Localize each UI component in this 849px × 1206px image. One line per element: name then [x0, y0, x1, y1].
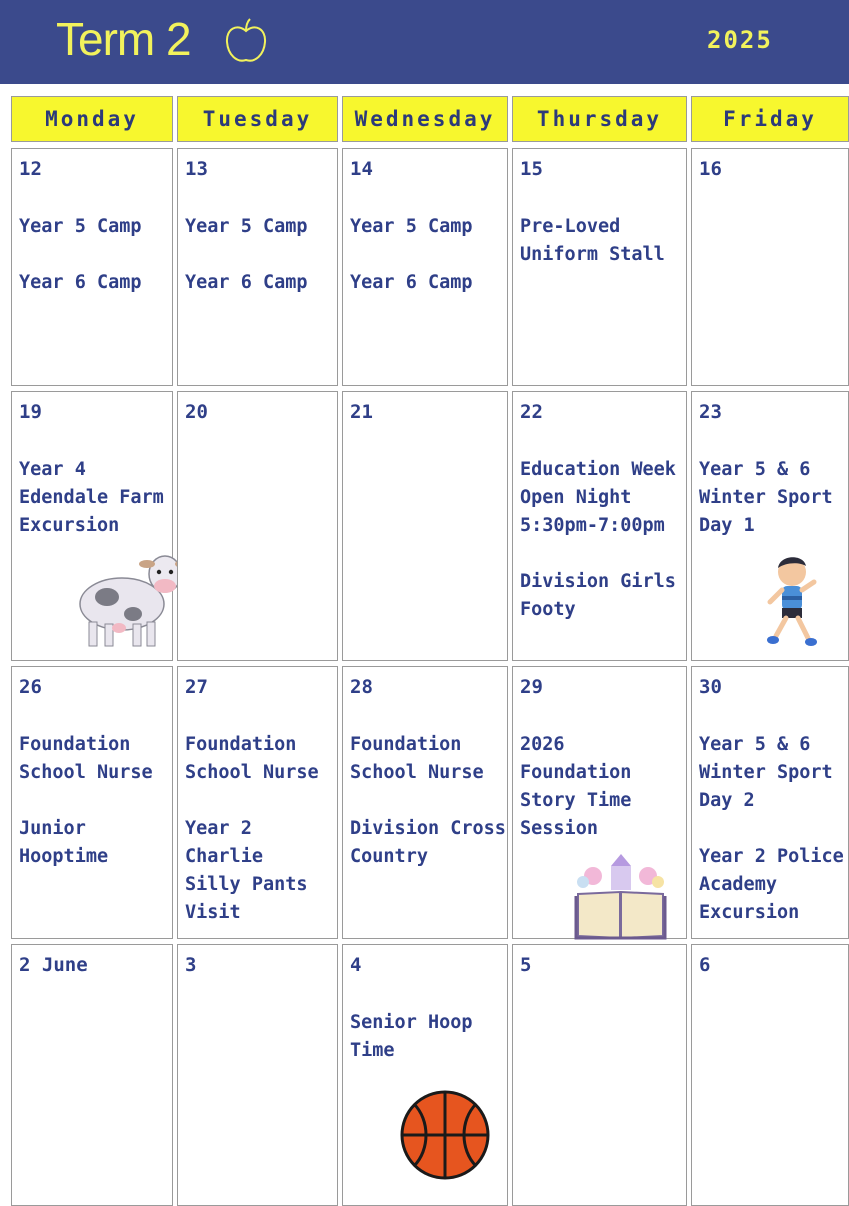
day-cell-wednesday	[342, 391, 508, 661]
event-text: Year 6 Camp	[350, 272, 473, 293]
event-text: Foundation School Nurse	[350, 734, 484, 783]
day-cell-wednesday	[342, 944, 508, 1206]
date-number: 3	[185, 954, 197, 976]
event-text: Division Cross Country	[350, 818, 506, 867]
event-text: Year 5 & 6 Winter Sport Day 1	[699, 459, 833, 536]
day-cell-wednesday	[342, 148, 508, 386]
day-cell-thursday	[512, 391, 687, 661]
header-banner	[0, 0, 849, 84]
event-text: Education Week Open Night 5:30pm-7:00pm	[520, 459, 676, 536]
date-number: 12	[19, 158, 42, 180]
day-cell-monday	[11, 944, 173, 1206]
date-number: 19	[19, 401, 42, 423]
event-text: Year 5 Camp	[185, 216, 308, 237]
event-text: Year 5 Camp	[350, 216, 473, 237]
event-text: Year 6 Camp	[185, 272, 308, 293]
day-cell-tuesday	[177, 391, 338, 661]
date-number: 2 June	[19, 954, 88, 976]
event-text: Year 2 Police Academy Excursion	[699, 846, 844, 923]
date-number: 27	[185, 676, 208, 698]
day-header-wednesday: Wednesday	[342, 96, 508, 142]
day-header-friday: Friday	[691, 96, 849, 142]
day-cell-wednesday	[342, 666, 508, 939]
day-cell-tuesday	[177, 148, 338, 386]
event-text: Foundation School Nurse	[19, 734, 153, 783]
year-label: 2025	[707, 26, 773, 54]
date-number: 23	[699, 401, 722, 423]
day-cell-tuesday	[177, 666, 338, 939]
day-header-tuesday: Tuesday	[177, 96, 338, 142]
apple-icon	[223, 17, 269, 65]
date-number: 4	[350, 954, 362, 976]
event-text: 2026 Foundation Story Time Session	[520, 734, 632, 839]
day-cell-friday	[691, 944, 849, 1206]
event-text: Year 5 Camp	[19, 216, 142, 237]
day-header-thursday: Thursday	[512, 96, 687, 142]
running-boy-icon	[762, 552, 822, 652]
date-number: 28	[350, 676, 373, 698]
date-number: 15	[520, 158, 543, 180]
day-cell-monday	[11, 391, 173, 661]
day-cell-monday	[11, 148, 173, 386]
date-number: 5	[520, 954, 532, 976]
day-cell-thursday	[512, 944, 687, 1206]
event-text: Foundation School Nurse	[185, 734, 319, 783]
date-number: 13	[185, 158, 208, 180]
day-header-monday: Monday	[11, 96, 173, 142]
term-title: Term 2	[56, 13, 191, 65]
day-cell-monday	[11, 666, 173, 939]
day-cell-tuesday	[177, 944, 338, 1206]
cow-icon	[67, 542, 187, 652]
day-cell-thursday	[512, 148, 687, 386]
storybook-castle-icon	[573, 852, 668, 940]
date-number: 30	[699, 676, 722, 698]
date-number: 14	[350, 158, 373, 180]
event-text: Senior Hoop Time	[350, 1012, 473, 1061]
event-text: Year 2 Charlie Silly Pants Visit	[185, 818, 308, 923]
day-cell-friday	[691, 148, 849, 386]
event-text: Junior Hooptime	[19, 818, 109, 867]
date-number: 26	[19, 676, 42, 698]
day-cell-friday	[691, 391, 849, 661]
date-number: 21	[350, 401, 373, 423]
day-cell-friday	[691, 666, 849, 939]
date-number: 6	[699, 954, 711, 976]
event-text: Year 5 & 6 Winter Sport Day 2	[699, 734, 833, 811]
basketball-icon	[400, 1090, 490, 1180]
date-number: 16	[699, 158, 722, 180]
event-text: Year 6 Camp	[19, 272, 142, 293]
event-text: Pre-Loved Uniform Stall	[520, 216, 665, 265]
event-text: Year 4 Edendale Farm Excursion	[19, 459, 164, 536]
event-text: Division Girls Footy	[520, 571, 676, 620]
date-number: 22	[520, 401, 543, 423]
day-cell-thursday	[512, 666, 687, 939]
date-number: 20	[185, 401, 208, 423]
date-number: 29	[520, 676, 543, 698]
